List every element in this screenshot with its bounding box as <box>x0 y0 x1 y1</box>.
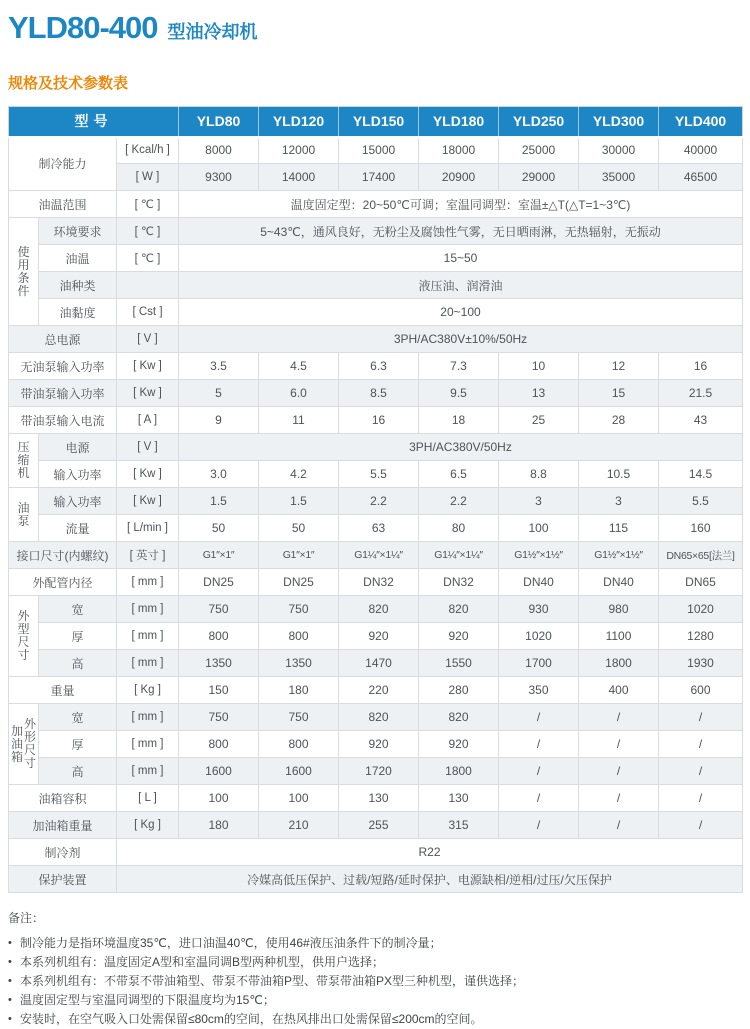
unit-cell: [ mm ] <box>117 650 179 677</box>
row-sublabel: 宽 <box>39 704 117 731</box>
value-cell: 6.0 <box>259 380 339 407</box>
value-cell: 46500 <box>659 164 743 191</box>
unit-cell: [ mm ] <box>117 758 179 785</box>
value-cell: 7.3 <box>419 353 499 380</box>
note-item: • 温度固定型与室温同调型的下限温度均为15℃； <box>8 991 742 1010</box>
row-label: 油箱容积 <box>9 785 117 812</box>
merged-value-cell: 冷媒高低压保护、过载/短路/延时保护、电源缺相/逆相/过压/欠压保护 <box>117 866 743 893</box>
value-cell: G1″×1″ <box>259 542 339 569</box>
page-title <box>8 10 742 46</box>
unit-cell: [ mm ] <box>117 731 179 758</box>
value-cell: 80 <box>419 515 499 542</box>
spec-table <box>8 106 743 893</box>
column-header-cell: YLD300 <box>579 107 659 137</box>
value-cell: 9300 <box>179 164 259 191</box>
value-cell: 3.5 <box>179 353 259 380</box>
value-cell: 13 <box>499 380 579 407</box>
row-sublabel: 油温 <box>39 245 117 272</box>
value-cell: 980 <box>579 596 659 623</box>
notes-section <box>8 909 742 1029</box>
row-label: 带油泵输入功率 <box>9 380 117 407</box>
unit-cell: [ A ] <box>117 407 179 434</box>
value-cell: 220 <box>339 677 419 704</box>
value-cell: / <box>659 704 743 731</box>
value-cell: 5.5 <box>339 461 419 488</box>
value-cell: 750 <box>259 704 339 731</box>
value-cell: 800 <box>259 731 339 758</box>
merged-value-cell: 20~100 <box>179 299 743 326</box>
product-type-title: 型油冷却机 <box>167 22 258 42</box>
value-cell: 16 <box>659 353 743 380</box>
value-cell: 1350 <box>259 650 339 677</box>
value-cell: 1100 <box>579 623 659 650</box>
value-cell: 1600 <box>179 758 259 785</box>
value-cell: 1600 <box>259 758 339 785</box>
value-cell: 5 <box>179 380 259 407</box>
value-cell: 1280 <box>659 623 743 650</box>
row-label: 总电源 <box>9 326 117 353</box>
value-cell: 17400 <box>339 164 419 191</box>
value-cell: 920 <box>339 623 419 650</box>
value-cell: 180 <box>259 677 339 704</box>
value-cell: DN65 <box>659 569 743 596</box>
value-cell: 10 <box>499 353 579 380</box>
value-cell: 18 <box>419 407 499 434</box>
note-item: • 安装时，在空气吸入口处需保留≤80cm的空间，在热风排出口处需保留≤200cm的空间。 <box>8 1010 742 1029</box>
unit-cell: [ mm ] <box>117 596 179 623</box>
value-cell: 20900 <box>419 164 499 191</box>
group-label: 加 油 箱 外 形 尺 寸 <box>9 704 39 785</box>
value-cell: 115 <box>579 515 659 542</box>
unit-cell: [ ℃ ] <box>117 245 179 272</box>
value-cell: / <box>499 731 579 758</box>
row-sublabel: 输入功率 <box>39 461 117 488</box>
unit-cell: [ 英寸 ] <box>117 542 179 569</box>
value-cell: 11 <box>259 407 339 434</box>
value-cell: / <box>499 704 579 731</box>
column-header-cell: YLD120 <box>259 107 339 137</box>
value-cell: 9 <box>179 407 259 434</box>
unit-cell: [ V ] <box>117 434 179 461</box>
value-cell: 1550 <box>419 650 499 677</box>
value-cell: 8.5 <box>339 380 419 407</box>
value-cell: 15000 <box>339 137 419 164</box>
group-label: 油 泵 <box>9 488 39 542</box>
unit-cell: [ mm ] <box>117 623 179 650</box>
value-cell: DN25 <box>259 569 339 596</box>
notes-list <box>8 934 742 1029</box>
value-cell: 1.5 <box>259 488 339 515</box>
value-cell: 1.5 <box>179 488 259 515</box>
row-label: 制冷能力 <box>9 137 117 191</box>
group-label: 压 缩 机 <box>9 434 39 488</box>
value-cell: 1020 <box>659 596 743 623</box>
row-sublabel: 油黏度 <box>39 299 117 326</box>
value-cell: DN40 <box>499 569 579 596</box>
value-cell: 100 <box>179 785 259 812</box>
value-cell: 4.2 <box>259 461 339 488</box>
value-cell: 8.8 <box>499 461 579 488</box>
value-cell: 6.5 <box>419 461 499 488</box>
value-cell: 1350 <box>179 650 259 677</box>
value-cell: 920 <box>339 731 419 758</box>
value-cell: 100 <box>259 785 339 812</box>
value-cell: 16 <box>339 407 419 434</box>
value-cell: G1½″×1½″ <box>499 542 579 569</box>
value-cell: 750 <box>179 596 259 623</box>
value-cell: G1¼″×1¼″ <box>339 542 419 569</box>
value-cell: 25000 <box>499 137 579 164</box>
row-sublabel: 流量 <box>39 515 117 542</box>
row-label: 外配管内径 <box>9 569 117 596</box>
model-header-cell: 型号 <box>9 107 179 137</box>
value-cell: 29000 <box>499 164 579 191</box>
note-item: • 本系列机组有：温度固定A型和室温同调B型两种机型，供用户选择； <box>8 953 742 972</box>
unit-cell: [ Kg ] <box>117 677 179 704</box>
row-label: 制冷剂 <box>9 839 117 866</box>
value-cell: 800 <box>179 623 259 650</box>
merged-value-cell: R22 <box>117 839 743 866</box>
value-cell: 255 <box>339 812 419 839</box>
value-cell: 14000 <box>259 164 339 191</box>
merged-value-cell: 3PH/AC380V±10%/50Hz <box>179 326 743 353</box>
value-cell: 2.2 <box>339 488 419 515</box>
value-cell: 10.5 <box>579 461 659 488</box>
value-cell: 100 <box>499 515 579 542</box>
value-cell: / <box>659 758 743 785</box>
value-cell: 800 <box>259 623 339 650</box>
value-cell: 315 <box>419 812 499 839</box>
unit-cell: [ Kcal/h ] <box>117 137 179 164</box>
column-header-cell: YLD250 <box>499 107 579 137</box>
value-cell: 4.5 <box>259 353 339 380</box>
row-label: 保护装置 <box>9 866 117 893</box>
value-cell: / <box>499 758 579 785</box>
value-cell: 12000 <box>259 137 339 164</box>
value-cell: DN40 <box>579 569 659 596</box>
row-label: 重量 <box>9 677 117 704</box>
value-cell: 820 <box>339 596 419 623</box>
value-cell: / <box>579 704 659 731</box>
value-cell: / <box>579 758 659 785</box>
value-cell: 18000 <box>419 137 499 164</box>
value-cell: 600 <box>659 677 743 704</box>
value-cell: 820 <box>419 704 499 731</box>
unit-cell: [ W ] <box>117 164 179 191</box>
row-label: 油温范围 <box>9 191 117 218</box>
value-cell: 63 <box>339 515 419 542</box>
model-range-title: YLD80-400 <box>8 10 158 45</box>
column-header-cell: YLD400 <box>659 107 743 137</box>
value-cell: 15 <box>579 380 659 407</box>
value-cell: 280 <box>419 677 499 704</box>
value-cell: / <box>579 785 659 812</box>
value-cell: 8000 <box>179 137 259 164</box>
value-cell: G1½″×1½″ <box>579 542 659 569</box>
note-item: • 本系列机组有：不带泵不带油箱型、带泵不带油箱P型、带泵带油箱PX型三种机型，谨供选择； <box>8 972 742 991</box>
value-cell: 350 <box>499 677 579 704</box>
value-cell: G1¼″×1¼″ <box>419 542 499 569</box>
value-cell: 1470 <box>339 650 419 677</box>
merged-value-cell: 3PH/AC380V/50Hz <box>179 434 743 461</box>
row-sublabel: 高 <box>39 650 117 677</box>
value-cell: 160 <box>659 515 743 542</box>
value-cell: 920 <box>419 623 499 650</box>
value-cell: 820 <box>339 704 419 731</box>
value-cell: 400 <box>579 677 659 704</box>
value-cell: 130 <box>419 785 499 812</box>
value-cell: 50 <box>259 515 339 542</box>
value-cell: 1020 <box>499 623 579 650</box>
table-body <box>9 137 743 893</box>
value-cell: 180 <box>179 812 259 839</box>
row-sublabel: 宽 <box>39 596 117 623</box>
value-cell: 750 <box>259 596 339 623</box>
unit-cell: [ Kw ] <box>117 353 179 380</box>
row-sublabel: 高 <box>39 758 117 785</box>
value-cell: 750 <box>179 704 259 731</box>
value-cell: 800 <box>179 731 259 758</box>
value-cell: 12 <box>579 353 659 380</box>
row-sublabel: 油种类 <box>39 272 117 299</box>
table-head <box>9 107 743 137</box>
row-label: 接口尺寸(内螺纹) <box>9 542 117 569</box>
value-cell: DN65×65[法兰] <box>659 542 743 569</box>
value-cell: / <box>659 812 743 839</box>
row-sublabel: 厚 <box>39 731 117 758</box>
unit-cell: [ Kw ] <box>117 380 179 407</box>
value-cell: 30000 <box>579 137 659 164</box>
value-cell: DN32 <box>419 569 499 596</box>
value-cell: / <box>499 785 579 812</box>
unit-cell: [ L ] <box>117 785 179 812</box>
value-cell: 35000 <box>579 164 659 191</box>
value-cell: 3.0 <box>179 461 259 488</box>
group-label: 外 型 尺 寸 <box>9 596 39 677</box>
row-sublabel: 输入功率 <box>39 488 117 515</box>
value-cell: DN32 <box>339 569 419 596</box>
value-cell: 50 <box>179 515 259 542</box>
value-cell: / <box>579 731 659 758</box>
unit-cell: [ Kw ] <box>117 461 179 488</box>
value-cell: DN25 <box>179 569 259 596</box>
column-header-cell: YLD180 <box>419 107 499 137</box>
value-cell: 2.2 <box>419 488 499 515</box>
unit-cell: [ ℃ ] <box>117 218 179 245</box>
value-cell: / <box>659 785 743 812</box>
merged-value-cell: 15~50 <box>179 245 743 272</box>
unit-cell: [ Cst ] <box>117 299 179 326</box>
value-cell: 210 <box>259 812 339 839</box>
unit-cell: [ Kw ] <box>117 488 179 515</box>
notes-heading: 备注： <box>8 911 45 925</box>
value-cell: 5.5 <box>659 488 743 515</box>
value-cell: 1720 <box>339 758 419 785</box>
row-sublabel: 环境要求 <box>39 218 117 245</box>
column-header-cell: YLD80 <box>179 107 259 137</box>
value-cell: / <box>579 812 659 839</box>
value-cell: 820 <box>419 596 499 623</box>
value-cell: / <box>659 731 743 758</box>
value-cell: 25 <box>499 407 579 434</box>
merged-value-cell: 液压油、润滑油 <box>179 272 743 299</box>
unit-cell: [ mm ] <box>117 704 179 731</box>
row-sublabel: 电源 <box>39 434 117 461</box>
value-cell: 920 <box>419 731 499 758</box>
merged-value-cell: 5~43℃，通风良好，无粉尘及腐蚀性气雾，无日晒雨淋，无热辐射，无振动 <box>179 218 743 245</box>
value-cell: 28 <box>579 407 659 434</box>
unit-cell: [ mm ] <box>117 569 179 596</box>
value-cell: G1″×1″ <box>179 542 259 569</box>
value-cell: 43 <box>659 407 743 434</box>
unit-cell: [ ℃ ] <box>117 191 179 218</box>
value-cell: 14.5 <box>659 461 743 488</box>
unit-cell: [ L/min ] <box>117 515 179 542</box>
value-cell: 1700 <box>499 650 579 677</box>
value-cell: / <box>499 812 579 839</box>
note-item: • 制冷能力是指环境温度35℃，进口油温40℃，使用46#液压油条件下的制冷量； <box>8 934 742 953</box>
value-cell: 1930 <box>659 650 743 677</box>
value-cell: 21.5 <box>659 380 743 407</box>
value-cell: 1800 <box>579 650 659 677</box>
value-cell: 6.3 <box>339 353 419 380</box>
unit-cell: [ V ] <box>117 326 179 353</box>
row-label: 无油泵输入功率 <box>9 353 117 380</box>
value-cell: 130 <box>339 785 419 812</box>
column-header-cell: YLD150 <box>339 107 419 137</box>
group-label: 使 用 条 件 <box>9 218 39 326</box>
unit-cell: [ Kg ] <box>117 812 179 839</box>
value-cell: 40000 <box>659 137 743 164</box>
row-label: 加油箱重量 <box>9 812 117 839</box>
value-cell: 9.5 <box>419 380 499 407</box>
row-label: 带油泵输入电流 <box>9 407 117 434</box>
value-cell: 3 <box>499 488 579 515</box>
merged-value-cell: 温度固定型：20~50℃可调；室温同调型：室温±△T(△T=1~3℃) <box>179 191 743 218</box>
page-subtitle: 规格及技术参数表 <box>8 75 129 92</box>
value-cell: 1800 <box>419 758 499 785</box>
row-sublabel: 厚 <box>39 623 117 650</box>
value-cell: 3 <box>579 488 659 515</box>
value-cell: 930 <box>499 596 579 623</box>
unit-cell <box>117 272 179 299</box>
value-cell: 150 <box>179 677 259 704</box>
